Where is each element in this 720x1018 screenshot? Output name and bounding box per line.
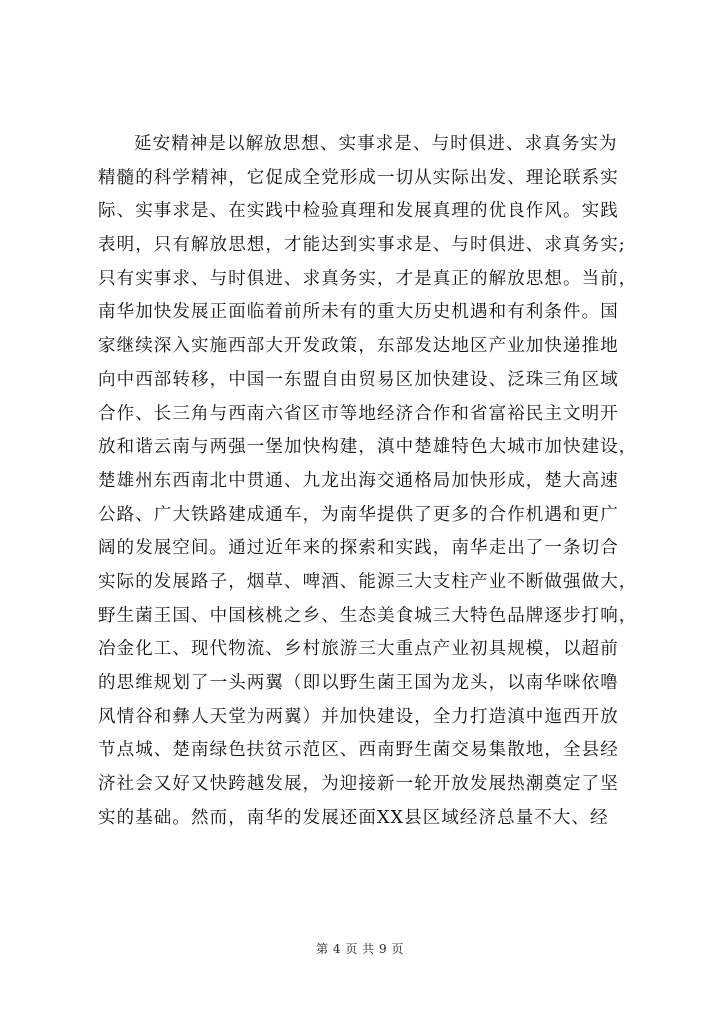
text-line: 实际的发展路子，烟草、啤酒、能源三大支柱产业不断做强做大， bbox=[98, 571, 638, 592]
page-number: 第 4 页 共 9 页 bbox=[316, 942, 404, 956]
text-line: 楚雄州东西南北中贯通、九龙出海交通格局加快形成，楚大高速 bbox=[98, 470, 619, 491]
text-line: 风情谷和彝人天堂为两翼）并加快建设，全力打造滇中迤西开放 bbox=[98, 706, 619, 727]
text-line: 的思维规划了一头两翼（即以野生菌王国为龙头，以南华咪依噜 bbox=[98, 673, 619, 693]
text-line: 际、实事求是、在实践中检验真理和发展真理的优良作风。实践 bbox=[98, 201, 619, 222]
text-line: 公路、广大铁路建成通车，为南华提供了更多的合作机遇和更广 bbox=[98, 504, 619, 525]
text-line: 南华加快发展正面临着前所未有的重大历史机遇和有利条件。国 bbox=[98, 302, 619, 323]
body-paragraph bbox=[98, 128, 638, 835]
text-line: 野生菌王国、中国核桃之乡、生态美食城三大特色品牌逐步打响， bbox=[98, 605, 638, 626]
text-line: 表明，只有解放思想，才能达到实事求是、与时俱进、求真务实; bbox=[98, 235, 626, 256]
text-line: 家继续深入实施西部大开发政策，东部发达地区产业加快递推地 bbox=[98, 336, 619, 357]
text-line: 实的基础。然而，南华的发展还面XX县区域经济总量不大、经 bbox=[98, 807, 609, 828]
text-line: 延安精神是以解放思想、实事求是、与时俱进、求真务实为 bbox=[134, 134, 618, 154]
text-line: 放和谐云南与两强一堡加快构建，滇中楚雄特色大城市加快建设， bbox=[98, 437, 638, 458]
page-footer bbox=[0, 940, 720, 957]
text-line: 阔的发展空间。通过近年来的探索和实践，南华走出了一条切合 bbox=[98, 538, 619, 559]
text-line: 冶金化工、现代物流、乡村旅游三大重点产业初具规模，以超前 bbox=[98, 639, 619, 660]
text-line: 节点城、楚南绿色扶贫示范区、西南野生菌交易集散地，全县经 bbox=[98, 740, 619, 761]
text-line: 精髓的科学精神，它促成全党形成一切从实际出发、理论联系实 bbox=[98, 167, 619, 188]
text-line: 济社会又好又快跨越发展，为迎接新一轮开放发展热潮奠定了坚 bbox=[98, 774, 619, 795]
text-line: 合作、长三角与西南六省区市等地经济合作和省富裕民主文明开 bbox=[98, 403, 619, 424]
text-line: 向中西部转移，中国一东盟自由贸易区加快建设、泛珠三角区域 bbox=[98, 369, 619, 390]
text-line: 只有实事求、与时俱进、求真务实，才是真正的解放思想。当前， bbox=[98, 268, 638, 289]
